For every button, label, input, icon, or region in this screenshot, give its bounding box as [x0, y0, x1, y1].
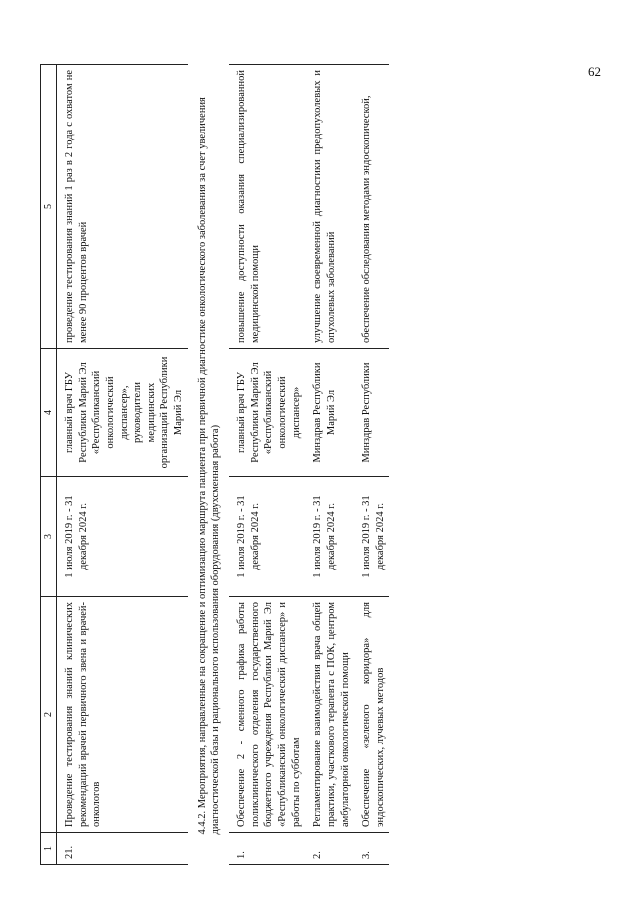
row-number: 1. [229, 833, 305, 865]
table-row [229, 65, 305, 865]
column-number: 1 [41, 833, 57, 865]
responsible-cell: Минздрав Республики Марий Эл [305, 349, 354, 477]
table-row [57, 65, 188, 865]
section-heading-row [188, 65, 229, 865]
table-row [305, 65, 354, 865]
responsible-cell: главный врач ГБУ Республики Марий Эл «Республиканский онкологический диспансер» [229, 349, 305, 477]
period-cell: 1 июля 2019 г. - 31 декабря 2024 г. [354, 477, 389, 597]
period-cell: 1 июля 2019 г. - 31 декабря 2024 г. [305, 477, 354, 597]
column-number: 2 [41, 597, 57, 833]
responsible-cell: Минздрав Республики [354, 349, 389, 477]
page-number: 62 [588, 64, 601, 79]
section-heading: 4.4.2. Мероприятия, направленные на сокращение и оптимизацию маршрута пациента при первичной диагностике онкологического заболевания за счет увеличения диагностической базы и рационального использования оборудования (двухсменная работа) [196, 97, 222, 835]
responsible-cell: главный врач ГБУ Республики Марий Эл «Республиканский онкологический диспансер», руководители медицинских организаций Республики Марий Эл [57, 349, 188, 477]
measures-table [40, 64, 389, 865]
period-cell: 1 июля 2019 г. - 31 декабря 2024 г. [229, 477, 305, 597]
row-number: 21. [57, 833, 188, 865]
action-cell: Обеспечение «зеленого коридора» для эндоскопических, лучевых методов [354, 597, 389, 833]
rotated-page [40, 65, 565, 865]
period-cell: 1 июля 2019 г. - 31 декабря 2024 г. [57, 477, 188, 597]
row-number: 3. [354, 833, 389, 865]
action-cell: Обеспечение 2 - сменного графика работы поликлинического отделения государственного бюджетного учреждения Республики Марий Эл «Республиканский онкологический диспансер» и работы по субботам [229, 597, 305, 833]
column-number: 4 [41, 349, 57, 477]
column-number: 3 [41, 477, 57, 597]
result-cell: повышение доступности оказания специализированной медицинской помощи [229, 65, 305, 349]
table-row [354, 65, 389, 865]
result-cell: улучшение своевременной диагностики предопухолевых и опухолевых заболеваний [305, 65, 354, 349]
column-number: 5 [41, 65, 57, 349]
action-cell: Регламентирование взаимодействия врача общей практики, участкового терапевта с ПОК, центром амбулаторной онкологической помощи [305, 597, 354, 833]
action-cell: Проведение тестирования знаний клинических рекомендаций врачей первичного звена и врачей-онкологов [57, 597, 188, 833]
row-number: 2. [305, 833, 354, 865]
result-cell: проведение тестирования знаний 1 раз в 2 года с охватом не менее 90 процентов врачей [57, 65, 188, 349]
result-cell: обеспечение обследования методами эндоскопической, [354, 65, 389, 349]
table-header-row [41, 65, 57, 865]
